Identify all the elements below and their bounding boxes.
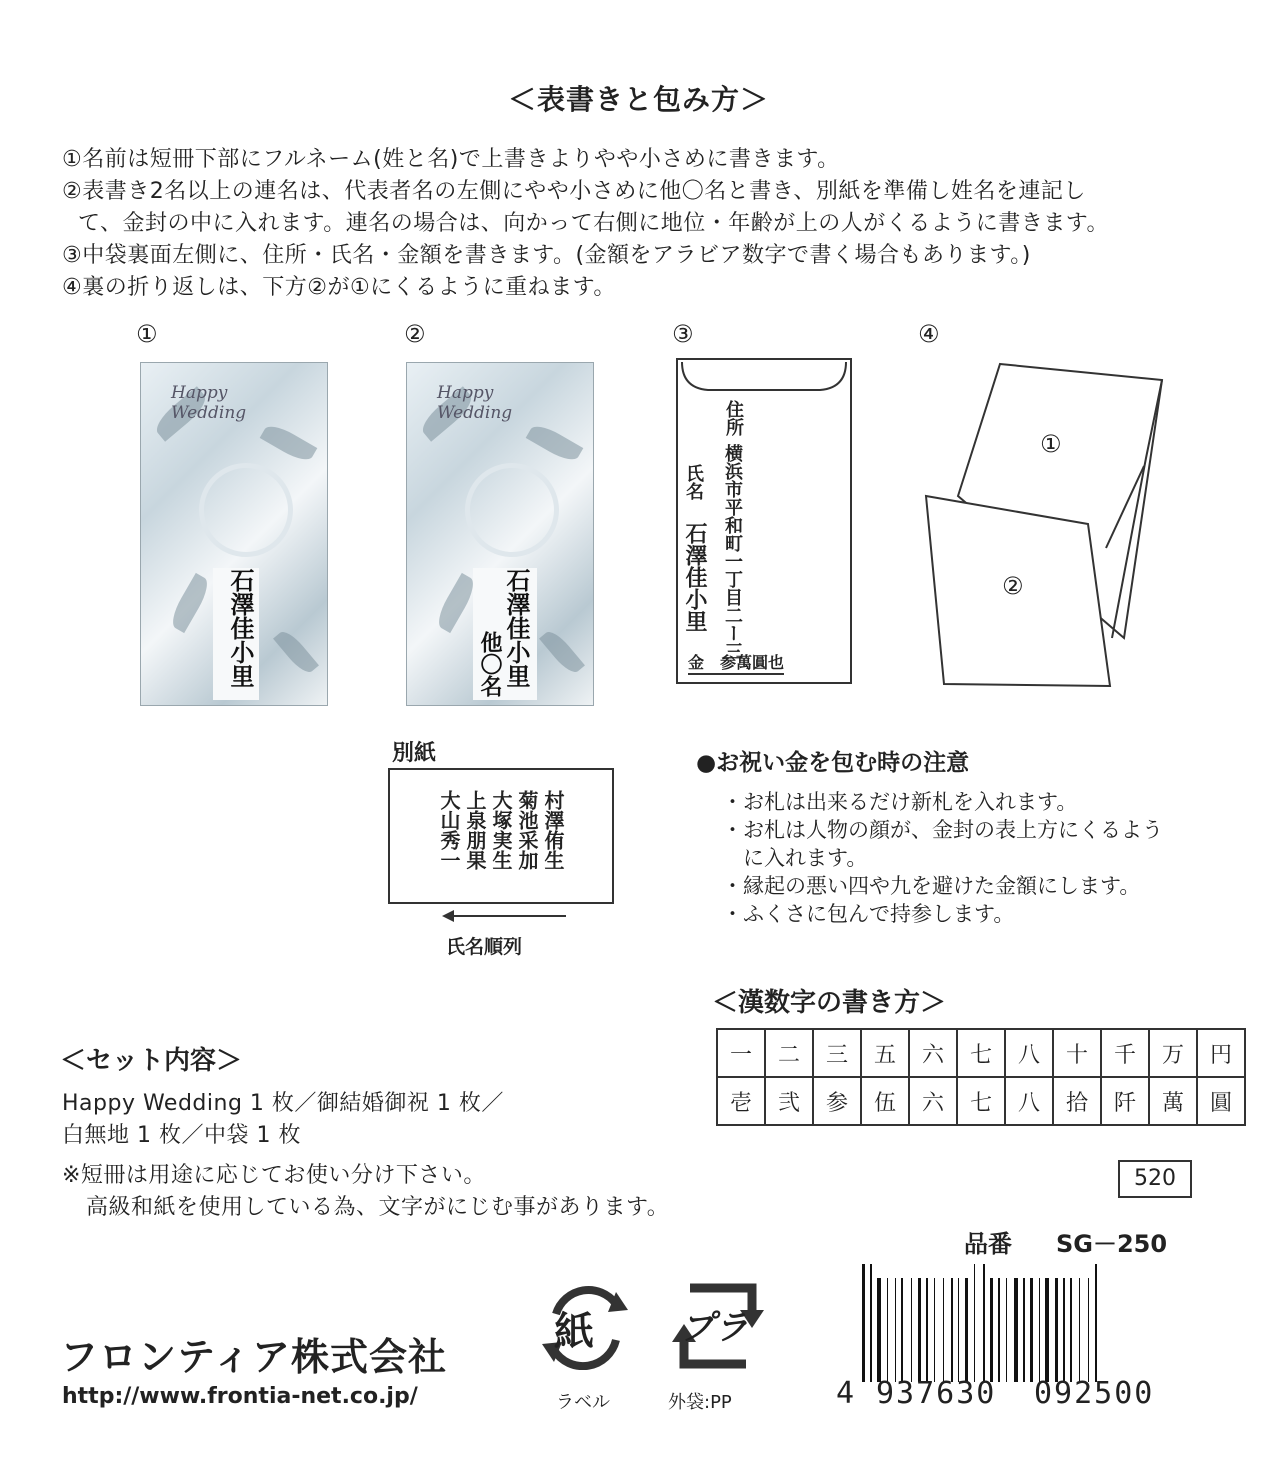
barcode-digits-right: 092500 <box>1034 1376 1155 1411</box>
barcode-bar <box>1055 1278 1058 1382</box>
order-arrow-icon <box>440 906 570 926</box>
set-heading: ＜セット内容＞ <box>60 1046 243 1076</box>
barcode-bar <box>1091 1278 1093 1382</box>
betsushi-card <box>388 768 614 904</box>
barcode-bar <box>1006 1278 1007 1382</box>
kanji-cell: 七 <box>957 1029 1005 1077</box>
barcode-bar <box>946 1278 949 1382</box>
fold-label-bottom: ② <box>1002 572 1024 600</box>
page-title: ＜表書きと包み方＞ <box>508 83 770 116</box>
barcode-bar <box>1042 1278 1043 1382</box>
inner-bag-flap <box>678 360 850 400</box>
barcode <box>862 1272 1104 1382</box>
caution-item: ・お札は人物の顔が、金封の表上方にくるよう <box>722 818 1163 842</box>
instruction-line: て、金封の中に入れます。連名の場合は、向かって右側に地位・年齢が上の人がくるように書きます。 <box>78 211 1110 236</box>
kanji-cell: 拾 <box>1053 1077 1101 1125</box>
barcode-bar <box>1030 1278 1033 1382</box>
barcode-bar <box>918 1278 921 1382</box>
barcode-digits-left: 937630 <box>876 1376 997 1411</box>
caution-item: ・縁起の悪い四や九を避けた金額にします。 <box>722 874 1141 898</box>
product-no-label: 品番 <box>964 1230 1012 1258</box>
barcode-bar <box>867 1278 868 1382</box>
kanji-cell: 圓 <box>1197 1077 1245 1125</box>
barcode-bar <box>1020 1278 1021 1382</box>
barcode-bar <box>1067 1278 1068 1382</box>
amount: 金 参萬圓也 <box>688 650 784 675</box>
kanji-cell: 十 <box>1053 1029 1101 1077</box>
product-no: SG－250 <box>1056 1230 1168 1258</box>
barcode-bar <box>1074 1278 1077 1382</box>
kanji-cell: 千 <box>1101 1029 1149 1077</box>
barcode-bar <box>1063 1278 1065 1382</box>
kanji-cell: 円 <box>1197 1029 1245 1077</box>
barcode-bar <box>877 1278 881 1382</box>
barcode-bar <box>1082 1278 1086 1382</box>
barcode-bar <box>1035 1278 1037 1382</box>
barcode-bar <box>870 1264 872 1382</box>
instruction-line: ①名前は短冊下部にフルネーム(姓と名)で上書きよりやや小さめに書きます。 <box>62 147 840 172</box>
kanji-cell: 五 <box>861 1029 909 1077</box>
barcode-bar <box>1002 1278 1004 1382</box>
set-line: Happy Wedding 1 枚／御結婚御祝 1 枚／ <box>62 1091 504 1116</box>
barcode-bar <box>926 1278 928 1382</box>
paper-caption: ラベル <box>556 1392 610 1413</box>
address-label: 住所 <box>723 400 744 436</box>
barcode-bar <box>1023 1278 1025 1382</box>
fold-label-top: ① <box>1040 430 1062 458</box>
barcode-bar <box>965 1278 968 1382</box>
order-label: 氏名順列 <box>446 936 523 958</box>
betsushi-name: 上泉朋果 <box>463 790 487 870</box>
barcode-bar <box>895 1278 896 1382</box>
barcode-bar <box>1088 1278 1089 1382</box>
envelope-front-2 <box>406 362 594 706</box>
instruction-line: ③中袋裏面左側に、住所・氏名・金額を書きます。(金額をアラビア数字で書く場合もあります。) <box>62 243 1031 268</box>
barcode-bar <box>937 1278 941 1382</box>
barcode-bar <box>890 1278 893 1382</box>
price-box: 520 <box>1118 1160 1192 1198</box>
barcode-bar <box>977 1278 981 1382</box>
kanji-cell: 弐 <box>765 1077 813 1125</box>
barcode-bar <box>914 1278 916 1382</box>
caution-item: に入れます。 <box>722 846 868 870</box>
address-value: 横浜市平和町一丁目二ー三 <box>722 444 743 660</box>
barcode-bar <box>1039 1278 1040 1382</box>
diagram-label: ③ <box>672 320 694 348</box>
barcode-bar <box>887 1278 888 1382</box>
diagram-label: ② <box>404 320 426 348</box>
kanji-cell: 万 <box>1149 1029 1197 1077</box>
barcode-bar <box>883 1278 885 1382</box>
plastic-caption: 外袋:PP <box>668 1392 732 1413</box>
card-text: Happy Wedding <box>171 383 247 423</box>
name-label: 氏名 <box>683 464 704 500</box>
kanji-cell: 一 <box>717 1029 765 1077</box>
kanji-cell: 六 <box>909 1029 957 1077</box>
kanji-row-common <box>717 1029 1245 1077</box>
barcode-digit-first: 4 <box>836 1376 855 1411</box>
name-value: 石澤佳小里 <box>682 522 708 632</box>
barcode-bar <box>1079 1278 1080 1382</box>
set-note: 高級和紙を使用している為、文字がにじむ事があります。 <box>86 1195 670 1220</box>
kanji-row-formal <box>717 1077 1245 1125</box>
diagram-label: ④ <box>918 320 940 348</box>
set-note: ※短冊は用途に応じてお使い分け下さい。 <box>62 1163 486 1188</box>
company-url: http://www.frontia-net.co.jp/ <box>62 1384 418 1409</box>
barcode-bar <box>1009 1278 1012 1382</box>
barcode-bar <box>1014 1278 1018 1382</box>
barcode-bar <box>987 1278 988 1382</box>
barcode-bar <box>930 1278 932 1382</box>
company-name: フロンティア株式会社 <box>60 1335 447 1379</box>
kanji-cell: 六 <box>909 1077 957 1125</box>
caution-item: ・お札は出来るだけ新札を入れます。 <box>722 790 1078 814</box>
diagram-label: ① <box>136 320 158 348</box>
set-line: 白無地 1 枚／中袋 1 枚 <box>62 1123 301 1148</box>
barcode-bar <box>955 1278 956 1382</box>
kanji-cell: 阡 <box>1101 1077 1149 1125</box>
barcode-bar <box>905 1278 909 1382</box>
barcode-bar <box>1027 1278 1028 1382</box>
barcode-bar <box>951 1278 953 1382</box>
barcode-bar <box>943 1278 944 1382</box>
barcode-bar <box>998 1278 1000 1382</box>
paper-mark: 紙 <box>554 1309 594 1355</box>
instruction-line: ②表書き2名以上の連名は、代表者名の左側にやや小さめに他〇名と書き、別紙を準備し姓名を連記し <box>62 179 1086 204</box>
kanji-cell: 七 <box>957 1077 1005 1125</box>
barcode-bar <box>862 1264 865 1382</box>
kanji-cell: 八 <box>1005 1077 1053 1125</box>
kanji-cell: 三 <box>813 1029 861 1077</box>
betsushi-name: 村澤侑生 <box>541 790 565 870</box>
barcode-bar <box>983 1264 985 1382</box>
kanji-cell: 伍 <box>861 1077 909 1125</box>
others-count: 他〇名 <box>477 631 503 697</box>
betsushi-heading: 別紙 <box>392 740 437 766</box>
kanji-cell: 二 <box>765 1029 813 1077</box>
caution-heading: ●お祝い金を包む時の注意 <box>696 750 970 776</box>
fold-diagram <box>918 358 1168 688</box>
barcode-bar <box>898 1278 899 1382</box>
envelope-front-1 <box>140 362 328 706</box>
barcode-bar <box>1070 1278 1072 1382</box>
plastic-mark: プラ <box>680 1308 748 1348</box>
barcode-bar <box>1045 1278 1049 1382</box>
barcode-bar <box>958 1278 959 1382</box>
kanji-table <box>716 1028 1246 1126</box>
barcode-bar <box>1099 1278 1102 1382</box>
kanji-cell: 壱 <box>717 1077 765 1125</box>
recipient-name: 石澤佳小里 <box>502 568 531 688</box>
caution-list <box>722 786 1163 926</box>
barcode-bar <box>974 1264 975 1382</box>
barcode-bar <box>961 1278 963 1382</box>
barcode-bar <box>1095 1264 1097 1382</box>
betsushi-name: 大山秀一 <box>437 790 461 870</box>
barcode-bar <box>995 1278 996 1382</box>
recipient-name: 石澤佳小里 <box>226 568 255 688</box>
card-text: Happy Wedding <box>437 383 513 423</box>
kanji-heading: ＜漢数字の書き方＞ <box>712 988 947 1018</box>
caution-item: ・ふくさに包んで持参します。 <box>722 902 1015 926</box>
kanji-cell: 八 <box>1005 1029 1053 1077</box>
barcode-bar <box>874 1278 875 1382</box>
kanji-cell: 参 <box>813 1077 861 1125</box>
barcode-bar <box>901 1278 903 1382</box>
barcode-bar <box>923 1278 924 1382</box>
barcode-bar <box>1051 1278 1053 1382</box>
betsushi-name: 大塚実生 <box>489 790 513 870</box>
barcode-bar <box>1060 1278 1061 1382</box>
betsushi-name: 菊池采加 <box>515 790 539 870</box>
barcode-bar <box>990 1278 993 1382</box>
instructions <box>62 142 1109 302</box>
kanji-cell: 萬 <box>1149 1077 1197 1125</box>
barcode-bar <box>970 1278 972 1382</box>
barcode-bar <box>934 1278 935 1382</box>
inner-bag <box>676 358 852 684</box>
instruction-line: ④裏の折り返しは、下方②が①にくるように重ねます。 <box>62 275 616 300</box>
barcode-bar <box>911 1278 912 1382</box>
